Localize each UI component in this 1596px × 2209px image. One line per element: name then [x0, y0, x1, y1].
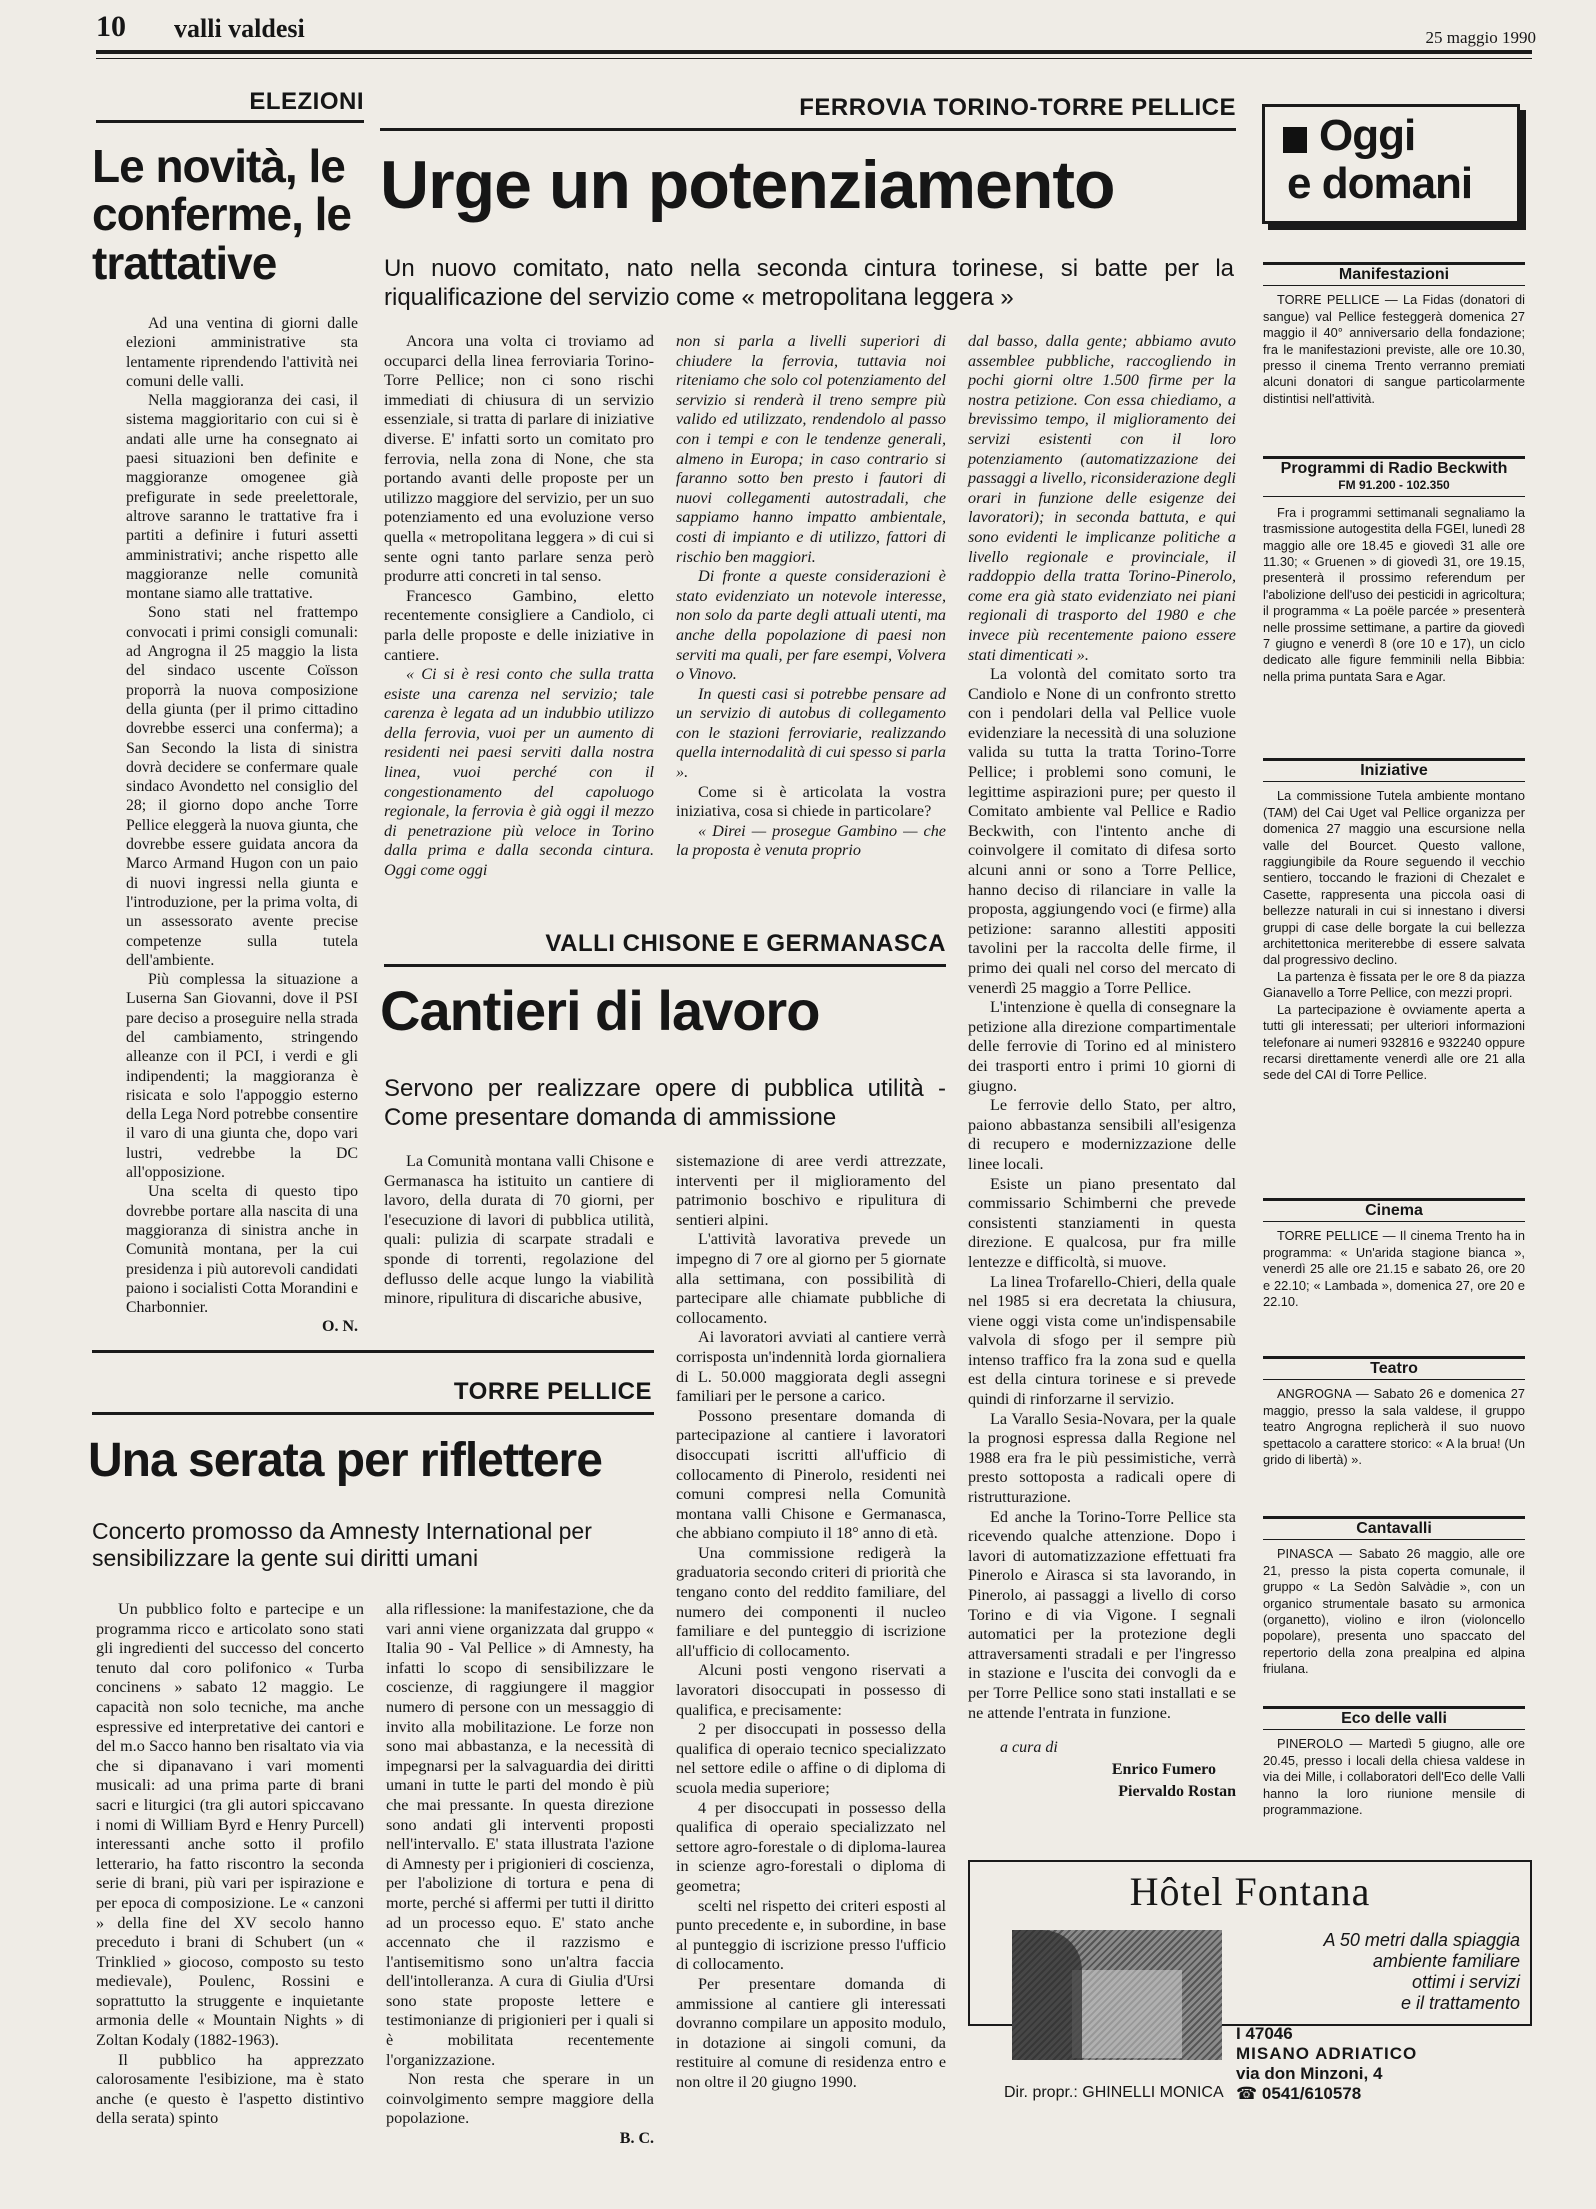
cantieri-col-2: [676, 1152, 946, 2093]
tagline-line: ambiente familiare: [1372, 1951, 1520, 1971]
section-title: Manifestazioni: [1263, 262, 1525, 286]
photo-tree: [1012, 1930, 1082, 2060]
telephone-icon: ☎: [1236, 2084, 1258, 2103]
hotel-photo: [1012, 1930, 1222, 2060]
elezioni-paragraph: Ad una ventina di giorni dalle elezioni amministrative sta lentamente riprendendo l'attività nei comuni delle valli.: [126, 315, 358, 390]
ferrovia-paragraph: Ed anche la Torino-Torre Pellice sta ricevendo qualche attenzione. Dopo i lavori di automatizzazione effettuati fra Pinerolo e Airasca si sta lavorando, in Pinerolo, ai passaggi a livello di corso Torino e di via Vigone. I segnali automatici per la protezione degli attraversamenti stradali e per l'ingresso in stazione e l'uscita dei convogli da e per Torre Pellice sono stati installati e se ne attende l'entrata in funzione.: [968, 1507, 1236, 1722]
sidebar-eco-delle-valli: [1263, 1706, 1525, 1818]
cantieri-paragraph: 4 per disoccupati in possesso della qualifica di operaio specializzato nel settore agro-forestale o di diploma-laurea in scienze agro-forestali o diploma di geometra;: [676, 1798, 946, 1895]
elezioni-paragraph: Più complessa la situazione a Luserna San Giovanni, dove il PSI pare deciso a proseguire nella strada del cambiamento, stringendo alleanze con il PCI, i verdi e gli indipendenti; la maggioranza è risicata e solo l'appoggio esterno della Lega Nord potrebbe consentire il varo di una giunta che, dopo vari lustri, vedrebbe la DC all'opposizione.: [126, 971, 358, 1182]
elezioni-signature: O. N.: [322, 1318, 358, 1336]
ferrovia-paragraph: Esiste un piano presentato dal commissario Schimberni che prevede consistenti stanziamenti in questa direzione. E qualcosa, pur fra mille lentezze e difficoltà, si muove.: [968, 1174, 1236, 1271]
page-number: 10: [96, 10, 126, 43]
oggi-domani-box: [1262, 104, 1520, 224]
amnesty-col-2: [386, 1600, 654, 2149]
amnesty-headline: Una serata per riflettere: [88, 1434, 602, 1487]
section-paragraph: ANGROGNA — Sabato 26 e domenica 27 maggio, presso la sala valdese, il gruppo teatro Angrogna replicherà il suo nuovo spettacolo a carattere storico: « A la brua! (Un grido di libertà) ».: [1263, 1386, 1525, 1468]
section-title: Iniziative: [1263, 758, 1525, 782]
oggi-title: Oggi: [1319, 111, 1416, 160]
section-title: Teatro: [1263, 1356, 1525, 1380]
phone-number: 0541/610578: [1261, 2084, 1362, 2103]
ferrovia-paragraph: « Ci si è resi conto che sulla tratta esiste una carenza nel servizio; tale carenza è legata ad un indubbio utilizzo della ferrovia, vuoi per un aumento di residenti nei paesi serviti dalla nostra linea, vuoi perché con il congestionamento del capoluogo regionale, la ferrovia è già oggi il mezzo di penetrazione più veloce in Torino dalla prima e dalla seconda cintura. Oggi come oggi: [384, 665, 654, 880]
cantieri-paragraph: Una commissione redigerà la graduatoria secondo criteri di priorità che tengano conto del reddito familiare, del numero dei componenti il nucleo familiare e del punteggio di iscrizione all'ufficio di collocamento.: [676, 1543, 946, 1660]
street: via don Minzoni, 4: [1236, 2064, 1383, 2083]
ferrovia-paragraph: Ancora una volta ci troviamo ad occuparci della linea ferroviaria Torino-Torre Pellice; non ci sono rischi immediati di chiusura di un servizio essenziale, si tratta di parlare di iniziative diverse. E' infatti sorto un comitato pro ferrovia, nella zona di None, che sta portando avanti delle proposte per un utilizzo maggiore del servizio, per un suo potenziamento ed una evoluzione verso quella « metropolitana leggera » di cui si sente ogni tanto parlare senza però produrre atti concreti in tal senso.: [384, 332, 654, 586]
amnesty-paragraph: Il pubblico ha apprezzato calorosamente l'esibizione, ma è stato anche (e questo è l'aspetto distintivo della serata) spinto: [96, 2050, 364, 2128]
city: MISANO ADRIATICO: [1236, 2044, 1418, 2063]
section-paragraph: TORRE PELLICE — Il cinema Trento ha in programma: « Un'arida stagione bianca », venerdì 25 alle ore 21.15 e sabato 26, ore 20 e 22.10; « Lambada », domenica 27, ore 20 e 22.10.: [1263, 1228, 1525, 1310]
tagline-line: e il trattamento: [1400, 1993, 1520, 2013]
ferrovia-credit: [968, 1737, 1236, 1803]
amnesty-top-rule: [92, 1350, 654, 1353]
section-title: Eco delle valli: [1263, 1706, 1525, 1730]
ferrovia-col-1: [384, 332, 654, 881]
amnesty-paragraph: Un pubblico folto e partecipe e un programma ricco e articolato sono stati gli ingredienti del successo del concerto tenuto dal coro polifonico « Turba concinens » sabato 12 maggio. Le capacità non solo tecniche, ma anche espressive ed interpretative dei cantori e del m.o Sacco hanno ben risaltato via via che si dipanavano i vari momenti musicali: ad una prima parte di brani sacri e liturgici (tra gli autori spiccavano i nomi di William Byrd e Henry Purcell) interessanti anche sotto il profilo letterario, ha fatto riscontro la seconda serie di brani, più vari per ispirazione e per epoca di composizione. Le « canzoni » della fine del XV secolo hanno preceduto i brani di Schubert (un « Trinklied » giocoso, composto su testo medievale), Poulenc, Rossini e soprattutto la struggente e inquietante armonia delle « Mountain Nights » di Zoltan Kodaly (1882-1963).: [96, 1600, 364, 2050]
ferrovia-paragraph: Francesco Gambino, eletto recentemente consigliere a Candiolo, ci parla delle proposte e delle iniziative in cantiere.: [384, 586, 654, 664]
ferrovia-paragraph: non si parla a livelli superiori di chiudere la ferrovia, tuttavia noi riteniamo che solo col potenziamento del servizio si renderà il treno sempre più valido ed utilizzato, rendendolo al passo con i tempi e con le tendenze generali, almeno in Europa; in caso contrario si faranno sotto ben presto i fautori di nuovi collegamenti autostradali, che sappiamo hanno impatto ambientale, costi di impianto e di utilizzo, fattori di rischio ben maggiori.: [676, 332, 946, 566]
section-subtitle: FM 91.200 - 102.350: [1338, 478, 1450, 493]
ferrovia-paragraph: La volontà del comitato sorto tra Candiolo e None di un confronto stretto con i pendolari della val Pellice vuole evidenziare la necessità di una soluzione valida su tutta la tratta Torino-Torre Pellice; i problemi sono comuni, le legittime aspirazioni pure; per questo il Comitato ambiente val Pellice e Radio Beckwith, con l'intento anche di coinvolgere il comitato di difesa sorto alcuni anni or sono a Torre Pellice, hanno deciso di rilanciare in valle la proposta, aggiungendo voci (e firme) alla petizione: saranno allestiti appositi tavolini per la raccolta delle firme, il primo dei quali nel corso del mercato di venerdì 25 maggio a Torre Pellice.: [968, 665, 1236, 997]
amnesty-col-1: [96, 1600, 364, 2129]
cantieri-paragraph: Per presentare domanda di ammissione al cantiere gli interessati dovranno compilare un apposito modulo, in dotazione ai singoli comuni, da restituire al comune di residenza entro e non oltre il 20 giugno 1990.: [676, 1974, 946, 2091]
tagline-line: A 50 metri dalla spiaggia: [1323, 1930, 1520, 1950]
section-title: Cinema: [1263, 1198, 1525, 1222]
elezioni-paragraph: Una scelta di questo tipo dovrebbe portare alla nascita di una maggioranza di sinistra anche in Comunità montana, per la cui presidenza i più autorevoli candidati paiono i socialisti Cotta Morandini e Charbonnier.: [126, 1183, 358, 1317]
elezioni-kicker: ELEZIONI: [249, 88, 364, 115]
newspaper-title: valli valdesi: [174, 14, 305, 43]
postcode: I 47046: [1236, 2024, 1293, 2043]
ferrovia-paragraph: La Varallo Sesia-Novara, per la quale la prognosi espressa dalla Regione nel 1988 era fra le più pessimistiche, verrà presto sottoposta a radicali opere di ristrutturazione.: [968, 1409, 1236, 1507]
elezioni-kicker-rule: [96, 120, 364, 123]
ferrovia-col-2: [676, 332, 946, 861]
section-title-block: [1263, 456, 1525, 497]
masthead-rule: [96, 50, 1532, 54]
ferrovia-paragraph: L'intenzione è quella di consegnare la petizione alla direzione compartimentale delle ferrovie di Torino ed al ministero dei trasporti entro i primi 10 giorni di giugno.: [968, 998, 1236, 1095]
cantieri-paragraph: L'attività lavorativa prevede un impegno di 7 ore al giorno per 5 giornate alla settimana, con possibilità di partecipare alle chiamate pubbliche di collocamento.: [676, 1230, 946, 1327]
masthead-rule-thin: [96, 58, 1532, 59]
section-paragraph: PINASCA — Sabato 26 maggio, alle ore 21, presso la pista coperta comunale, il gruppo « La Sedòn Salvàdie », con un organico strumentale basato su armonica (organetto), violino e ilron (violoncello popolare), presenta uno spaccato del repertorio della zona prealpina ed alpina friulana.: [1263, 1546, 1525, 1677]
cantieri-kicker: VALLI CHISONE E GERMANASCA: [545, 930, 946, 957]
black-square-icon: [1283, 127, 1307, 153]
ferrovia-col-3: [968, 332, 1236, 1803]
issue-date: 25 maggio 1990: [1425, 28, 1536, 47]
cantieri-paragraph: sistemazione di aree verdi attrezzate, interventi per il miglioramento del patrimonio boschivo e ripulitura di sentieri alpini.: [676, 1152, 946, 1229]
photo-building: [1072, 1970, 1182, 2058]
section-paragraph: La partenza è fissata per le ore 8 da piazza Gianavello a Torre Pellice, con mezzi propri.: [1263, 968, 1525, 1001]
section-title: Programmi di Radio Beckwith: [1280, 460, 1508, 477]
elezioni-paragraph: Sono stati nel frattempo convocati i primi consigli comunali: ad Angrogna il 25 maggio la lista del sindaco uscente Coïsson proporrà la nuova composizione della giunta (per il primo cittadino dovrebbe esserci una conferma); a San Secondo la lista di sinistra dovrà decidere se confermare quale sindaco Avondetto nel consiglio del 28; il giorno dopo anche Torre Pellice eleggerà la nuova giunta, che dovrebbe essere guidata ancora da Marco Armand Hugon con un paio di nuovi ingressi nella giunta e l'introduzione, per la prima volta, di un assessorato avente precise competenze sulla tutela dell'ambiente.: [126, 604, 358, 969]
sidebar-cantavalli: [1263, 1516, 1525, 1678]
cantieri-paragraph: Possono presentare domanda di partecipazione al cantiere i lavoratori disoccupati iscritti all'ufficio di collocamento di Pinerolo, residenti nei comuni compresi nella Comunità montana valli Chisone e Germanasca, che abbiano compiuto il 18° anno di età.: [676, 1406, 946, 1543]
domani-title: e domani: [1287, 159, 1473, 208]
sidebar-iniziative: [1263, 758, 1525, 1084]
cantieri-paragraph: 2 per disoccupati in possesso della qualifica di operaio tecnico specializzato nel settore edile o affine o di diploma di scuola media superiore;: [676, 1720, 946, 1797]
cantieri-subhead: Servono per realizzare opere di pubblica utilità - Come presentare domanda di ammissione: [384, 1075, 946, 1131]
section-paragraph: La partecipazione è ovviamente aperta a tutti gli interessati; per ulteriori informazioni telefonare ai numeri 932816 e 932240 oppure recarsi direttamente venerdì alle ore 21 alla sede del CAI di Torre Pellice.: [1263, 1001, 1525, 1083]
cantieri-paragraph: scelti nel rispetto dei criteri esposti al punto precedente e, in subordine, in base al punteggio di iscrizione presso l'ufficio di collocamento.: [676, 1896, 946, 1974]
ferrovia-paragraph: La linea Trofarello-Chieri, della quale nel 1985 si era decretata la chiusura, viene oggi vista come un'indispensabile valvola di sfogo per il sempre più intenso traffico fra la zona sud e quella est della cintura torinese e si prevede quindi di rinforzarne il servizio.: [968, 1272, 1236, 1409]
ferrovia-paragraph: Come si è articolata la vostra iniziativa, cosa si chiede in particolare?: [676, 782, 946, 821]
cantieri-col-1: [384, 1152, 654, 1309]
amnesty-signature: B. C.: [619, 2130, 654, 2148]
ferrovia-kicker: FERROVIA TORINO-TORRE PELLICE: [799, 94, 1236, 121]
amnesty-paragraph: alla riflessione: la manifestazione, che da vari anni viene organizzata dal gruppo « Italia 90 - Val Pellice » di Amnesty, ha infatti lo scopo di sensibilizzare le coscienze, di raggiungere il maggior numero di persone con un messaggio di invito alla mobilitazione. Le forze non sono mai abbastanza, e la necessità di impegnarsi per la salvaguardia dei diritti umani in tutte le parti del mondo è più che mai pressante. In questa direzione sono andati gli interventi proposti nell'intervallo. E' stata illustrata l'azione di Amnesty per i prigionieri di coscienza, per l'abolizione di tortura e pena di morte, perché si affermi per tutti il diritto ad un processo equo. E' stato anche accennato che il razzismo e l'antisemitismo sono un'altra faccia dell'intolleranza. A cura di Giulia d'Ursi sono state proposte lettere e testimonianze di prigionieri per i quali si è mobilitata recentemente l'organizzazione.: [386, 1600, 654, 2069]
ferrovia-subhead: Un nuovo comitato, nato nella seconda cintura torinese, si batte per la riqualificazione del servizio come « metropolitana leggera »: [384, 255, 1234, 311]
sidebar-radio-beckwith: [1263, 456, 1525, 685]
ferrovia-paragraph: Le ferrovie dello Stato, per altro, paiono abbastanza sensibili all'esigenza di recupero e modernizzazione delle linee locali.: [968, 1096, 1236, 1173]
cantieri-paragraph: Ai lavoratori avviati al cantiere verrà corrisposta un'indennità lorda giornaliera di L. 50.000 maggiorata degli assegni familiari per le persone a carico.: [676, 1328, 946, 1406]
section-paragraph: La commissione Tutela ambiente montano (TAM) del Cai Uget val Pellice organizza per domenica 27 maggio una escursione nella valle del Bourcet. Questo vallone, raggiungibile da Roure seguendo il vecchio sentiero, toccando le frazioni di Chezalet e Casette, rappresenta una piccola oasi di bellezze naturali in cui si innestano i diversi gruppi di case delle borgate la cui bellezza architettonica meriterebbe di essere salvata dal progressivo declino.: [1263, 788, 1525, 968]
elezioni-paragraph: Nella maggioranza dei casi, il sistema maggioritario con cui si è andati alle urne ha consegnato ai paesi situazioni ben definite e maggioranze omogenee già prefigurate in sede preelettorale, altrove saranno le trattative fra i partiti a definire i futuri assetti amministrativi; anche rispetto alle maggioranze nelle comunità montane siamo alle trattative.: [126, 392, 358, 603]
cantieri-kicker-rule: [384, 964, 946, 967]
hotel-name: Hôtel Fontana: [1129, 1869, 1371, 1914]
credit-name: Enrico Fumero: [1111, 1761, 1216, 1779]
section-paragraph: Fra i programmi settimanali segnaliamo la trasmissione autogestita della FGEI, lunedì 28 maggio alle ore 18.45 e giovedì 31 alle ore 11.30; « Gruenen » di giovedì 31, ore 19.15, presenterà il prossimo referendum per l'abolizione dell'uso dei pesticidi in agricoltura; il programma « La poële parcée » presenterà nelle prossime settimane, a partire da giovedì 7 giugno e venerdì 8 (ore 10 e 17), un ciclo dedicato alle figure femminili nella Bibbia: nella prima puntata Sara e Agar.: [1263, 504, 1525, 684]
credit-name: Piervaldo Rostan: [1118, 1783, 1236, 1801]
ferrovia-paragraph: Di fronte a queste considerazioni è stato evidenziato un notevole interesse, non solo da parte degli attuali utenti, ma anche della popolazione di paesi non serviti ma quali, per fare esempi, Volvera o Vinovo.: [676, 567, 946, 684]
elezioni-body: [126, 314, 358, 1337]
tagline-line: ottimi i servizi: [1411, 1972, 1520, 1992]
amnesty-kicker-rule: [92, 1412, 654, 1415]
credit-label: a cura di: [1000, 1739, 1058, 1757]
ferrovia-headline: Urge un potenziamento: [380, 147, 1115, 223]
sidebar-cinema: [1263, 1198, 1525, 1310]
hotel-owner: Dir. propr.: GHINELLI MONICA: [1004, 2084, 1224, 2101]
elezioni-headline: Le novità, le conferme, le trattative: [92, 140, 351, 289]
ferrovia-paragraph: In questi casi si potrebbe pensare ad un servizio di autobus di collegamento con le stazioni ferroviarie, realizzando quella internodalità di cui spesso si parla ».: [676, 684, 946, 782]
cantieri-paragraph: Alcuni posti vengono riservati a lavoratori disoccupati in possesso di qualifica, e precisamente:: [676, 1661, 946, 1719]
hotel-tagline: [1234, 1930, 1520, 2014]
cantieri-headline: Cantieri di lavoro: [380, 979, 820, 1042]
ferrovia-paragraph: dal basso, dalla gente; abbiamo avuto assemblee pubbliche, raccogliendo in pochi giorni oltre 1.500 firme per la nostra petizione. Con essa chiediamo, a brevissimo tempo, il miglioramento dei servizi esistenti con il loro potenziamento (automatizzazione dei passaggi a livello, riconsiderazione degli orari in funzione delle esigenze dei lavoratori); in seconda battuta, e qui sono evidenti le implicanze politiche a livello regionale e provinciale, il raddoppio della tratta Torino-Pinerolo, come era già stato evidenziato nei piani regionali di trasporto del 1980 e che invece più recentemente paiono essere stati dimenticati ».: [968, 332, 1236, 664]
ferrovia-paragraph: « Direi — prosegue Gambino — che la proposta è venuta proprio: [676, 821, 946, 860]
amnesty-paragraph: Non resta che sperare in un coinvolgimento sempre maggiore della popolazione.: [386, 2070, 654, 2128]
amnesty-kicker: TORRE PELLICE: [453, 1378, 652, 1405]
section-paragraph: PINEROLO — Martedì 5 giugno, alle ore 20.45, presso i locali della chiesa valdese in via dei Mille, i collaboratori dell'Eco delle Valli hanno la loro riunione mensile di programmazione.: [1263, 1736, 1525, 1818]
section-title: Cantavalli: [1263, 1516, 1525, 1540]
cantieri-paragraph: La Comunità montana valli Chisone e Germanasca ha istituito un cantiere di lavoro, della durata di 70 giorni, per l'esecuzione di lavori di pubblica utilità, quali: pulizia di scarpate stradali e sponde di torrenti, regolazione del deflusso delle acque lungo la viabilità minore, ripulitura di discariche abusive,: [384, 1152, 654, 1308]
amnesty-subhead: Concerto promosso da Amnesty International per sensibilizzare la gente sui diritti umani: [92, 1518, 592, 1571]
section-paragraph: TORRE PELLICE — La Fidas (donatori di sangue) val Pellice festeggerà domenica 27 maggio il 40° anniversario della fondazione; fra le manifestazioni previste, alle ore 10.30, presso il cinema Trento verranno premiati alcuni donatori di sangue particolarmente distintisi nell'attività.: [1263, 292, 1525, 406]
sidebar-manifestazioni: [1263, 262, 1525, 407]
ferrovia-kicker-rule: [380, 128, 1236, 131]
sidebar-teatro: [1263, 1356, 1525, 1468]
